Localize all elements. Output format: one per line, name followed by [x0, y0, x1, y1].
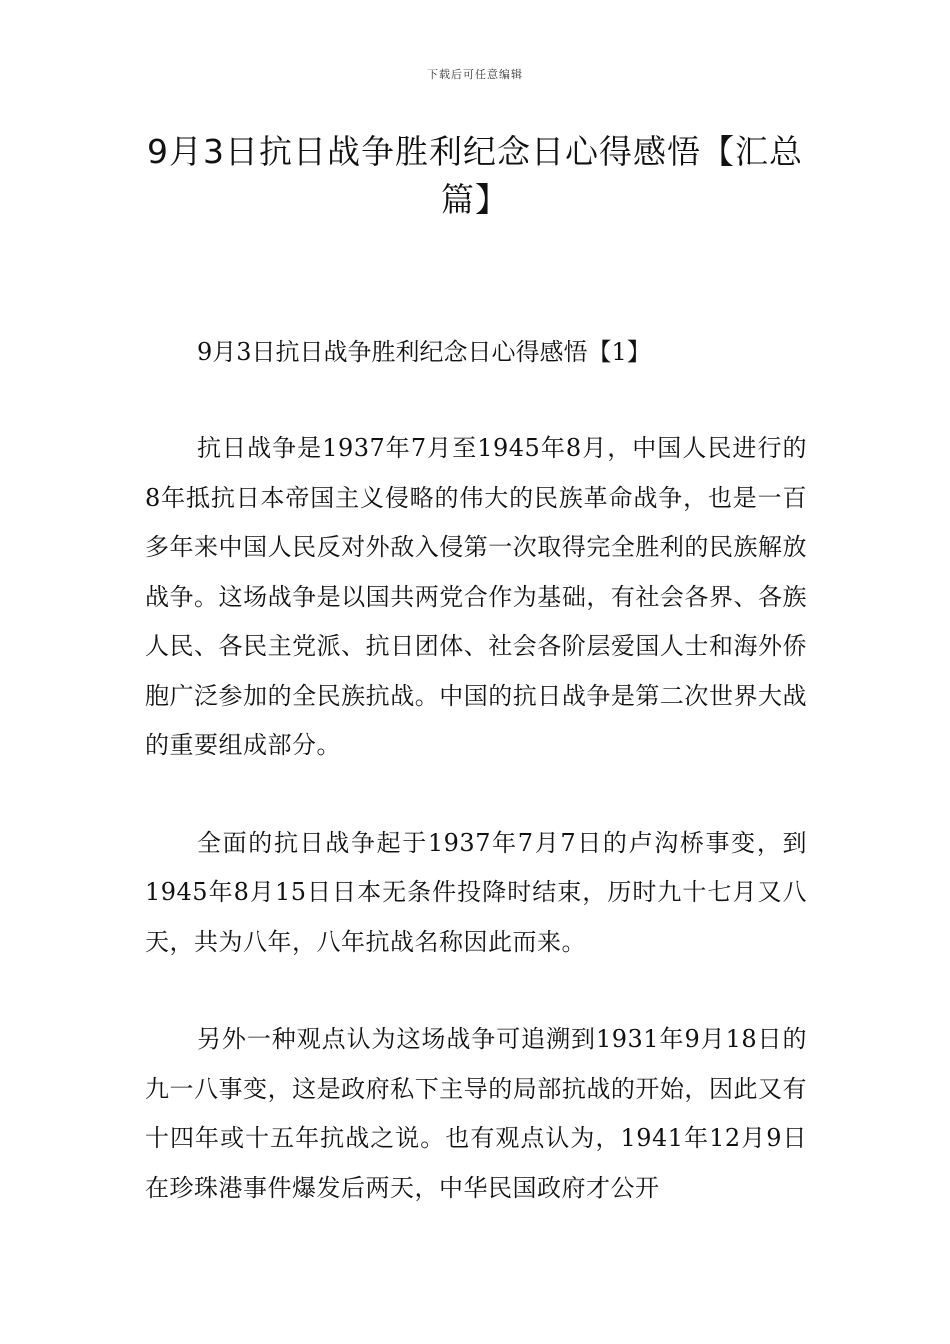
paragraph-1: 抗日战争是1937年7月至1945年8月，中国人民进行的8年抵抗日本帝国主义侵略的伟大的民族革命战争，也是一百多年来中国人民反对外敌入侵第一次取得完全胜利的民族解放战争。这场战争是以国共两党合作为基础，有社会各界、各族人民、各民主党派、抗日团体、社会各阶层爱国人士和海外侨胞广泛参加的全民族抗战。中国的抗日战争是第二次世界大战的重要组成部分。	[145, 434, 807, 759]
document-body	[145, 328, 807, 1261]
paragraph-3: 另外一种观点认为这场战争可追溯到1931年9月18日的九一八事变，这是政府私下主导的局部抗战的开始，因此又有十四年或十五年抗战之说。也有观点认为，1941年12月9日在珍珠港事件爆发后两天，中华民国政府才公开	[145, 1025, 807, 1202]
header-note: 下载后可任意编辑	[427, 68, 523, 81]
section-subtitle: 9月3日抗日战争胜利纪念日心得感悟【1】	[197, 338, 651, 366]
document-title: 9月3日抗日战争胜利纪念日心得感悟【汇总篇】	[147, 132, 803, 219]
paragraph-2: 全面的抗日战争起于1937年7月7日的卢沟桥事变，到1945年8月15日日本无条件投降时结束，历时九十七月又八天，共为八年，八年抗战名称因此而来。	[145, 828, 807, 956]
